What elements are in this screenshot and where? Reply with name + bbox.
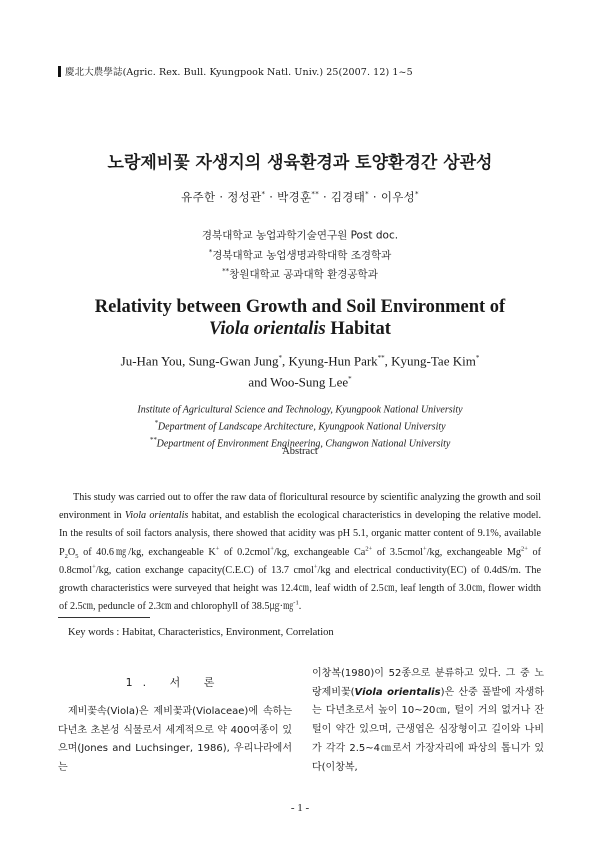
affiliation-ko	[0, 224, 600, 244]
keywords: Key words : Habitat, Characteristics, Environment, Correlation	[68, 627, 334, 638]
author-en: Kyung-Hun Park	[288, 353, 378, 369]
abstract-text: of 0.2cmol	[219, 546, 271, 558]
affiliation-text: Department of Landscape Architecture, Kyungpook National University	[157, 421, 446, 433]
affiliation-ko	[0, 263, 600, 283]
english-title-line1: Relativity between Growth and Soil Environment of	[94, 297, 506, 317]
journal-header	[58, 64, 413, 78]
english-authors-line1: Ju-Han You, Sung-Gwan Jung*, Kyung-Hun Park**, Kyung-Tae Kim*	[120, 353, 480, 369]
abstract-text: /kg, exchangeable Mg	[426, 546, 521, 558]
abstract-text: This study was carried out to offer the raw data of floricultural resource by scientific analyzing the growth and soil environment in	[59, 492, 541, 522]
author-ko: 유주한	[181, 190, 216, 204]
korean-affiliations	[0, 224, 600, 283]
superscript: 2+	[521, 545, 528, 553]
author-mark: **	[377, 354, 385, 362]
abstract-text: /kg, exchangeable Ca	[273, 546, 366, 558]
header-bar-mark	[58, 66, 61, 77]
affiliation-en	[0, 417, 600, 434]
body-column-right	[312, 665, 544, 777]
abstract-text: of 3.5cmol	[372, 546, 424, 558]
author-ko: 박경훈	[277, 190, 312, 204]
superscript: +	[423, 545, 427, 553]
affiliation-text: 경북대학교 농업과학기술연구원 Post doc.	[201, 229, 399, 242]
abstract-text: /kg and electrical conductivity(EC) of 0.4dS/m. The growth characteristics were surveyed that height was 12.4㎝, leaf width of 2.5㎝, leaf length of 3.0㎝, flower width of 2.5㎝, peduncle of 2.3㎝ and chlorophyll of 38.5㎍·㎎	[59, 564, 541, 613]
body-paragraph: 제비꽃속(Viola)은 제비꽃과(Violaceae)에 속하는 다년초 초본성 식물로서 세계적으로 약 400여종이 있으며(Jones and Luchsinger, 1986), 우리나라에서는	[58, 706, 292, 774]
english-title	[0, 296, 600, 340]
korean-title: 노랑제비꽃 자생지의 생육환경과 토양환경간 상관성	[107, 153, 493, 173]
affiliation-text: Department of Environment Engineering, Changwon National University	[156, 437, 451, 449]
affiliation-en	[0, 400, 600, 417]
author-mark: *	[261, 190, 266, 199]
author-en: Ju-Han You	[120, 353, 183, 369]
journal-citation: 慶北大農學誌(Agric. Rex. Bull. Kyungpook Natl. Univ.) 25(2007. 12) 1~5	[65, 67, 413, 78]
affiliation-mark: *	[208, 247, 213, 256]
author-mark: *	[278, 354, 282, 362]
body-column-left	[58, 674, 292, 778]
abstract-text: habitat, and establish the ecological characteristics in developing the relative model. In the results of soil factors analysis, there showed that acidity was pH 5.1, organic matter content of 9.1%, available P	[59, 510, 542, 558]
author-mark: **	[311, 190, 320, 199]
abstract-text: O	[67, 546, 76, 558]
author-mark: *	[348, 375, 352, 384]
author-ko: 김경태	[330, 190, 366, 204]
superscript: +	[215, 545, 220, 553]
species-name: Viola orientalis	[209, 319, 326, 339]
abstract-text: of 40.6㎎/kg, exchangeable K	[78, 546, 216, 558]
author-ko: 정성관	[227, 190, 262, 204]
affiliation-mark: **	[222, 267, 230, 275]
author-conjunction: and	[248, 374, 271, 390]
abstract-text: of 0.8cmol	[59, 546, 541, 576]
affiliation-text: 창원대학교 공과대학 환경공학과	[229, 268, 378, 281]
affiliation-mark: **	[149, 435, 157, 444]
author-en: Sung-Gwan Jung	[188, 353, 279, 369]
superscript: +	[92, 563, 96, 571]
author-en: Woo-Sung Lee	[270, 374, 349, 390]
species-name: Viola orientalis	[354, 686, 441, 698]
page-number: - 1 -	[290, 802, 310, 814]
affiliation-text: 경북대학교 농업생명과학대학 조경학과	[212, 249, 392, 261]
author-ko: 이우성	[380, 190, 416, 204]
english-title-line2	[0, 318, 600, 340]
body-text: 이창복(1980)이 52종으로 분류하고 있다. 그 중 노랑제비꽃(	[312, 668, 544, 698]
footnote-divider	[58, 617, 150, 618]
author-mark: *	[415, 190, 419, 199]
abstract-heading: Abstract	[282, 446, 318, 457]
english-affiliations	[0, 400, 600, 450]
body-paragraph	[312, 665, 544, 777]
superscript: +	[313, 563, 318, 571]
english-title-tail: Habitat	[325, 319, 391, 339]
section-heading: 1. 서 론	[125, 676, 225, 689]
author-mark: *	[365, 190, 369, 199]
author-mark: *	[475, 354, 480, 362]
superscript: -1	[293, 599, 299, 607]
author-en: Kyung-Tae Kim	[391, 353, 476, 369]
body-text: )은 산중 풀밭에 자생하는 다년초로서 높이 10~20㎝, 털이 거의 없거나 잔털이 약간 있으며, 근생엽은 심장형이고 길이와 나비가 각각 2.5~4㎝로서 가장자리에 파상의 톱니가 있다(이창복,	[312, 686, 544, 773]
superscript: 2+	[365, 545, 373, 553]
abstract-text: /kg, cation exchange capacity(C.E.C) of 13.7 cmol	[95, 564, 314, 576]
korean-authors: 유주한 · 정성관* · 박경훈** · 김경태* · 이우성*	[181, 190, 419, 204]
affiliation-ko	[0, 244, 600, 264]
species-name: Viola orientalis	[124, 510, 189, 522]
subscript: 5	[75, 552, 79, 560]
abstract-text: .	[298, 601, 302, 613]
affiliation-mark: *	[154, 418, 158, 427]
affiliation-text: Institute of Agricultural Science and Technology, Kyungpook National University	[137, 404, 463, 416]
abstract-body	[59, 489, 541, 616]
superscript: +	[270, 545, 274, 553]
english-authors	[0, 349, 600, 392]
english-authors-line2	[0, 370, 600, 391]
subscript: 2	[64, 552, 68, 560]
